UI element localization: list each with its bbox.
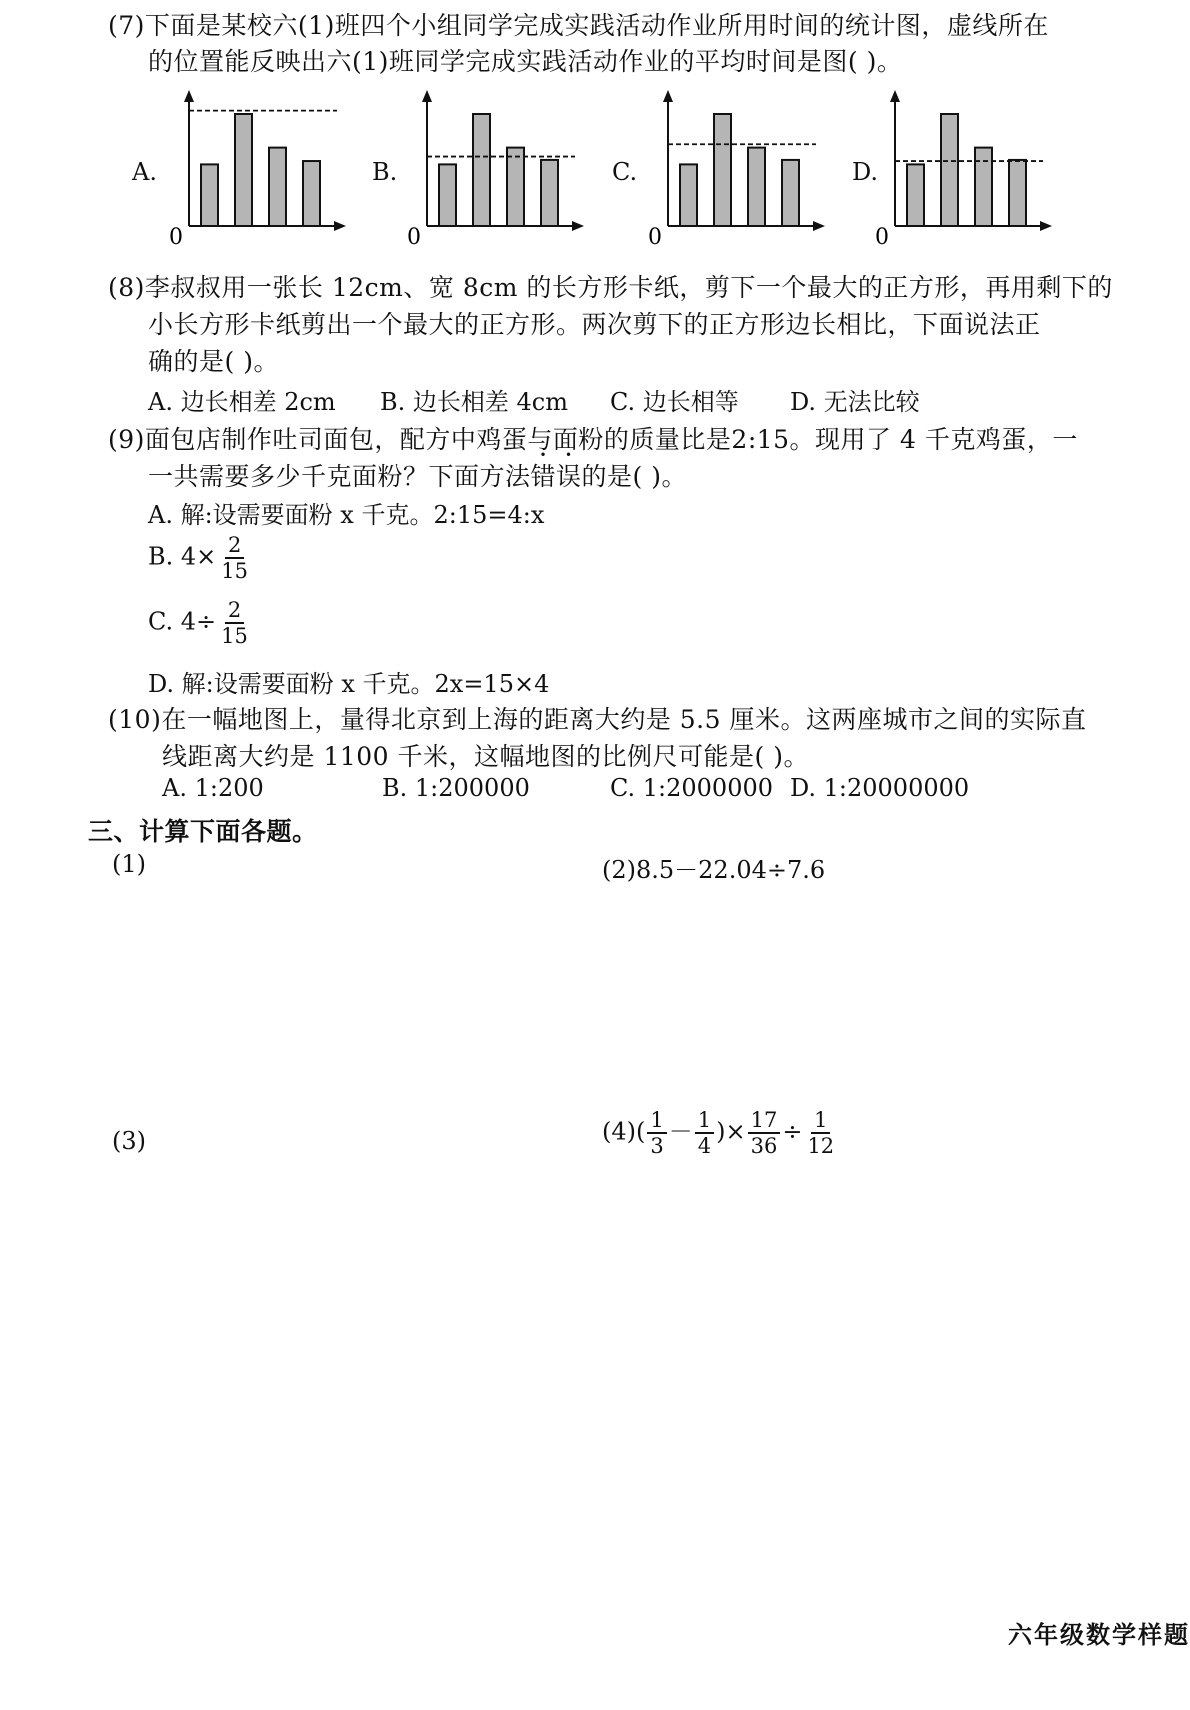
- q7-line2: 的位置能反映出六(1)班同学完成实践活动作业的平均时间是图( )。: [148, 47, 903, 76]
- fraction-numerator: 1: [647, 1108, 666, 1134]
- q9-option-c-fraction: [218, 598, 251, 648]
- q10-line2: 线距离大约是 1100 千米，这幅地图的比例尺可能是( )。: [162, 742, 809, 771]
- bar: [473, 114, 490, 226]
- bar: [269, 148, 286, 226]
- minus-sign: －: [668, 1117, 693, 1146]
- chart-label-d: D.: [852, 158, 879, 186]
- q9-emphasis-2: 误: [556, 462, 582, 491]
- bar: [975, 148, 992, 226]
- fraction-numerator: 1: [811, 1108, 830, 1134]
- fraction-denominator: 4: [697, 1134, 712, 1158]
- problem-3-label: (3): [112, 1127, 146, 1155]
- fraction-17-36: [748, 1108, 781, 1158]
- q9-line1: (9)面包店制作吐司面包，配方中鸡蛋与面粉的质量比是2:15。现用了 4 千克鸡蛋，一: [108, 425, 1078, 454]
- chart-label-b: B.: [372, 158, 398, 186]
- bar: [439, 164, 456, 226]
- fraction-denominator: 3: [650, 1134, 664, 1158]
- q9-emphasis-1: 错: [530, 462, 557, 491]
- bar: [748, 148, 765, 226]
- section3-title: 三、计算下面各题。: [88, 817, 318, 846]
- bar-chart-4: [865, 88, 1065, 248]
- q9-option-d: D. 解:设需要面粉 x 千克。2x=15×4: [148, 670, 550, 698]
- q10-option-a: A. 1:200: [162, 774, 264, 802]
- bar: [714, 114, 731, 226]
- q9-option-c-pre: C. 4÷: [148, 607, 217, 636]
- q10-option-b: B. 1:200000: [382, 774, 530, 802]
- q9-line2: [148, 457, 687, 493]
- q9-line2-post: 的是( )。: [581, 462, 688, 491]
- q10-option-d: D. 1:20000000: [790, 774, 970, 802]
- fraction-1-12: [804, 1108, 837, 1158]
- bar-chart-3: [638, 88, 838, 248]
- bar: [782, 160, 799, 226]
- q10-option-c: C. 1:2000000: [610, 774, 774, 802]
- q10-line1: (10)在一幅地图上，量得北京到上海的距离大约是 5.5 厘米。这两座城市之间的实际直: [108, 705, 1087, 734]
- y-axis-arrow: [890, 90, 900, 102]
- q8-line1: (8)李叔叔用一张长 12cm、宽 8cm 的长方形卡纸，剪下一个最大的正方形，再用剩下的: [108, 273, 1113, 302]
- fraction-1-3: [647, 1108, 666, 1158]
- bar: [680, 164, 697, 226]
- bar: [907, 164, 924, 226]
- q8-line3: 确的是( )。: [148, 347, 279, 376]
- q8-line2: 小长方形卡纸剪出一个最大的正方形。两次剪下的正方形边长相比，下面说法正: [148, 310, 1041, 339]
- chart-label-a: A.: [132, 158, 157, 186]
- fraction-1-4: [695, 1108, 714, 1158]
- q8-option-d: D. 无法比较: [790, 388, 920, 416]
- bar: [507, 148, 524, 226]
- fraction-numerator: 2: [225, 533, 244, 559]
- fraction-denominator: 15: [221, 624, 248, 648]
- q8-option-a: A. 边长相差 2cm: [148, 388, 336, 416]
- q9-option-a: A. 解:设需要面粉 x 千克。2:15=4:x: [148, 501, 545, 529]
- bar: [303, 161, 320, 226]
- q9-option-b-fraction: [218, 533, 251, 583]
- x-axis-arrow: [813, 221, 825, 231]
- q9-line2-pre: 一共需要多少千克面粉？下面方法: [148, 462, 531, 491]
- divide-sign: ÷: [782, 1117, 803, 1146]
- x-axis-arrow: [1040, 221, 1052, 231]
- q7-line1: (7)下面是某校六(1)班四个小组同学完成实践活动作业所用时间的统计图，虚线所在: [108, 11, 1049, 40]
- q8-option-c: C. 边长相等: [610, 388, 739, 416]
- x-axis-arrow: [334, 221, 346, 231]
- problem-4: [602, 1108, 839, 1158]
- bar: [541, 160, 558, 226]
- x-axis-arrow: [572, 221, 584, 231]
- q9-option-b-pre: B. 4×: [148, 542, 217, 571]
- fraction-denominator: 12: [807, 1134, 835, 1158]
- close-paren-times: )×: [716, 1117, 746, 1146]
- y-axis-arrow: [184, 90, 194, 102]
- bar: [941, 114, 958, 226]
- page-footer: 六年级数学样题: [1008, 1620, 1190, 1649]
- fraction-denominator: 15: [221, 559, 249, 583]
- problem-1-label: (1): [112, 850, 146, 878]
- bar-chart-2: [397, 88, 597, 248]
- fraction-denominator: 36: [750, 1134, 778, 1158]
- zero-label: 0: [169, 225, 183, 248]
- bar: [1009, 160, 1026, 226]
- fraction-numerator: 17: [748, 1108, 781, 1134]
- fraction-numerator: 2: [225, 598, 244, 624]
- y-axis-arrow: [422, 90, 432, 102]
- q9-option-c: [148, 598, 253, 648]
- bar: [201, 164, 218, 226]
- bar-chart-1: [159, 88, 359, 248]
- zero-label: 0: [648, 225, 662, 248]
- bar: [235, 114, 252, 226]
- q8-option-b: B. 边长相差 4cm: [380, 388, 568, 416]
- q9-option-b: [148, 533, 253, 583]
- problem-2: (2)8.5－22.04÷7.6: [602, 856, 826, 884]
- zero-label: 0: [875, 225, 889, 248]
- zero-label: 0: [407, 225, 421, 248]
- y-axis-arrow: [663, 90, 673, 102]
- chart-label-c: C.: [612, 158, 638, 186]
- problem-4-prefix: (4)(: [602, 1117, 646, 1146]
- fraction-numerator: 1: [695, 1108, 714, 1134]
